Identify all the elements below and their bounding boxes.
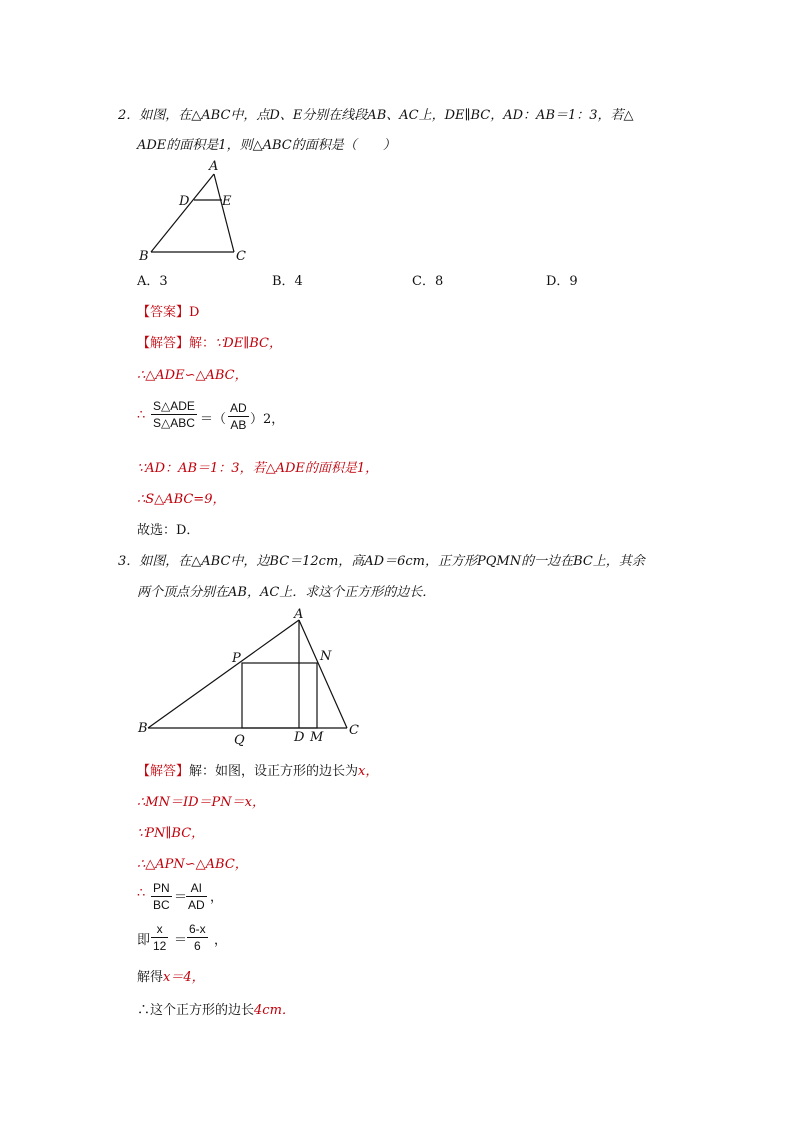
q2-step-3: ∵AD：AB＝1：3，若△ADE的面积是1， <box>137 461 379 476</box>
q3-line2: 两个顶点分别在AB，AC上．求这个正方形的边长． <box>137 585 436 600</box>
q2-label-E: E <box>222 194 232 209</box>
q2-answer-value: D <box>189 305 200 320</box>
q2-ratio-eq: ＝（ <box>200 412 227 427</box>
q3-frac1-tail: ， <box>210 890 224 905</box>
q2-option-b: B．4 <box>272 274 303 289</box>
q3-frac1-den2: AD <box>188 898 205 912</box>
q3-frac2-prefix: 即 <box>137 933 151 948</box>
q3-label-B: B <box>138 721 148 736</box>
q2-solution-tag: 【解答】 <box>137 336 190 351</box>
q2-option-d: D．9 <box>546 274 578 289</box>
q2-solution-lead: 解： <box>189 336 216 351</box>
q3-var-x: x， <box>358 764 379 779</box>
q3-frac1-eq: ＝ <box>174 890 188 905</box>
q3-conclusion-lead: ∴这个正方形的边长 <box>137 1003 255 1018</box>
q3-step-2: ∵PN∥BC， <box>137 826 205 841</box>
q3-frac2-den: 12 <box>153 939 167 953</box>
q3-step-1: ∴MN＝ID＝PN＝x， <box>137 795 265 810</box>
q2-step-2: ∴△ADE∽△ABC， <box>137 368 248 383</box>
q3-conclusion <box>137 999 295 1018</box>
q2-ratio-fraction <box>151 398 197 431</box>
q3-frac1-prefix: ∴ <box>137 886 146 901</box>
q2-answer <box>137 301 199 320</box>
q2-label-A: A <box>209 159 219 174</box>
q3-frac2-num2: 6-x <box>189 922 206 936</box>
q3-frac1-den: BC <box>153 898 170 912</box>
q3-frac2-left <box>151 921 168 954</box>
q2-step-1: ∵DE∥BC， <box>215 336 282 351</box>
q2-ratio-tail: ）2， <box>250 412 285 427</box>
q2-answer-tag: 【答案】 <box>137 305 190 320</box>
q3-label-M: M <box>310 730 324 745</box>
q3-frac1-left <box>151 880 172 913</box>
q3-solve-value: x＝4， <box>163 970 205 985</box>
q2-label-B: B <box>139 249 149 264</box>
q3-label-A: A <box>294 607 304 622</box>
q2-ratio-num: S△ADE <box>153 399 195 413</box>
q3-frac2-right <box>187 921 208 954</box>
q3-solution-head <box>137 760 378 779</box>
q2-ratio-fraction-2 <box>228 400 249 433</box>
q3-line1: 3．如图，在△ABC中，边BC＝12cm，高AD＝6cm，正方形PQMN的一边在BC上，其余 <box>118 554 645 569</box>
q3-solve <box>137 966 205 985</box>
q2-option-a: A．3 <box>137 274 168 289</box>
q2-line2: ADE的面积是1，则△ABC的面积是（ ） <box>137 138 396 153</box>
q2-ratio-prefix: ∴ <box>137 408 146 423</box>
q2-ratio-num2: AD <box>230 401 247 415</box>
q2-triangle-figure <box>130 156 260 266</box>
q2-ratio-den2: AB <box>230 418 247 432</box>
q3-solve-lead: 解得 <box>137 970 164 985</box>
q3-frac2-den2: 6 <box>193 939 201 953</box>
q2-label-D: D <box>179 194 190 209</box>
q3-conclusion-value: 4cm． <box>254 1003 295 1018</box>
q3-frac1-num2: AI <box>186 880 207 897</box>
q2-option-c: C．8 <box>412 274 444 289</box>
q3-frac2-eq: ＝ <box>174 933 188 948</box>
q3-label-N: N <box>320 649 332 664</box>
q3-square-figure <box>130 604 370 748</box>
q2-line1: 2．如图，在△ABC中，点D、E分别在线段AB、AC上，DE∥BC，AD：AB＝1：3，若△ <box>118 108 634 123</box>
q3-solution-tag: 【解答】 <box>137 764 190 779</box>
q3-step-3: ∴△APN∽△ABC， <box>137 857 248 872</box>
q2-step-4: 故选：D． <box>137 523 200 538</box>
q3-solution-lead: 解：如图，设正方形的边长为 <box>189 764 359 779</box>
q2-ratio-den: S△ABC <box>153 416 195 430</box>
q3-label-Q: Q <box>234 733 245 748</box>
q3-frac1-right <box>186 880 207 913</box>
q3-frac2-tail: ， <box>214 933 228 948</box>
q3-label-D: D <box>294 730 305 745</box>
q3-frac2-num: x <box>151 921 168 938</box>
q2-solution-head <box>137 332 282 351</box>
q3-label-C: C <box>349 723 359 738</box>
q3-frac1-num: PN <box>153 881 170 895</box>
q2-area-result: ∴S△ABC=9， <box>137 492 226 507</box>
q3-label-P: P <box>232 651 241 666</box>
q2-label-C: C <box>236 249 246 264</box>
